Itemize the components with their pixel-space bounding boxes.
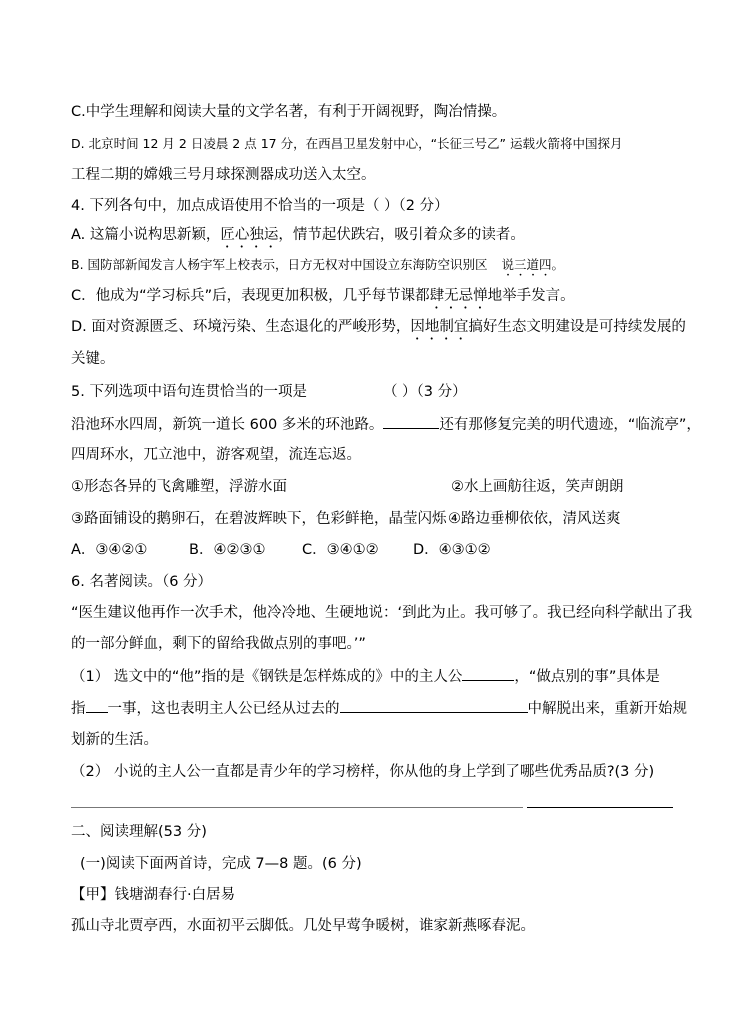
- section2-part1: (一)阅读下面两首诗，完成 7—8 题。(6 分): [80, 856, 362, 872]
- q6-sub1-text-a: （1） 选文中的“他”指的是《钢铁是怎样炼成的》中的主人公: [71, 669, 463, 685]
- q4-c-idiom: 肆无忌惮: [429, 288, 488, 304]
- q6-stem: 6. 名著阅读。（6 分）: [71, 574, 213, 590]
- q4-option-a: [71, 225, 525, 251]
- q3-option-d-line1: D. 北京时间 12 月 2 日凌晨 2 点 17 分，在西昌卫星发射中心，“长征三号乙” 运载火箭将中国探月: [71, 136, 623, 151]
- q5-blank: [383, 414, 439, 429]
- q4-a-idiom: 匠心独运: [220, 227, 279, 243]
- q5-item-1: ①形态各异的飞禽雕塑，浮游水面: [71, 479, 287, 495]
- q6-quote-line1: “医生建议他再作一次手术，他冷冷地、生硬地说：‘到此为止。我可够了。我已经向科学献出了我: [71, 605, 693, 621]
- q6-sub1-line3: 划新的生活。: [71, 732, 158, 748]
- q5-item-3: ③路面铺设的鹅卵石，在碧波辉映下，色彩鲜艳，晶莹闪烁: [71, 511, 447, 527]
- q5-choice-d: D．④③①②: [413, 542, 491, 558]
- q4-option-d-line2: 关键。: [71, 351, 115, 367]
- q6-sub1-line2: [71, 698, 687, 719]
- q4-option-b: [71, 255, 564, 279]
- q5-stem-score: （ ）（3 分）: [382, 384, 467, 400]
- q5-choice-c: C．③④①②: [302, 542, 379, 558]
- q5-passage: [71, 414, 701, 435]
- q4-stem: 4. 下列各句中，加点成语使用不恰当的一项是（ ）（2 分）: [71, 198, 449, 214]
- q6-blank-event: [86, 698, 108, 713]
- q5-choice-b: B．④②③①: [189, 542, 266, 558]
- q5-item-4: ④路边垂柳依依，清风送爽: [448, 511, 621, 527]
- q4-c-text: C．他成为“学习标兵”后，表现更加积极，几乎每节课都: [71, 288, 430, 304]
- q5-passage-b: 还有那修复完美的明代遗迹，“临流亭”，: [439, 417, 701, 433]
- q5-stem-text: 5. 下列选项中语句连贯恰当的一项是: [71, 384, 307, 400]
- q6-sub1-text-d: 一事，这也表明主人公已经从过去的: [107, 701, 340, 717]
- q4-a-text-end: ，情节起伏跌宕，吸引着众多的读者。: [278, 227, 525, 243]
- q6-blank-past: [340, 698, 528, 713]
- q4-b-text: B. 国防部新闻发言人杨宇军上校表示，日方无权对中国设立东海防空识别区: [71, 257, 488, 272]
- q5-choices: [71, 540, 491, 560]
- q5-passage-line2: 四周环水，兀立池中，游客观望，流连忘返。: [71, 447, 361, 463]
- section2-title: 二、阅读理解(53 分): [71, 824, 207, 840]
- q6-blank-protagonist: [462, 666, 514, 681]
- q4-d-text-end: 搞好生态文明建设是可持续发展的: [468, 319, 686, 335]
- q6-sub1-text-c: 指: [71, 701, 86, 717]
- q4-b-idiom: 说三道四: [501, 257, 552, 272]
- poem-line: 孤山寺北贾亭西，水面初平云脚低。几处早莺争暖树，谁家新燕啄春泥。: [71, 918, 535, 934]
- q6-sub1-text-e: 中解脱出来，重新开始规: [527, 701, 687, 717]
- q4-d-text: D. 面对资源匮乏、环境污染、生态退化的严峻形势，: [71, 319, 411, 335]
- poem-title: 【甲】钱塘湖春行·白居易: [71, 887, 236, 903]
- q3-option-d-line2: 工程二期的嫦娥三号月球探测器成功送入太空。: [71, 167, 376, 183]
- q6-quote-line2: 的一部分鲜血，剩下的留给我做点别的事吧。’”: [71, 636, 366, 652]
- q5-passage-a: 沿池环水四周，新筑一道长 600 多米的环池路。: [71, 417, 384, 433]
- answer-line: [527, 807, 673, 808]
- q6-sub2: （2） 小说的主人公一直都是青少年的学习榜样，你从他的身上学到了哪些优秀品质?(3 分): [71, 764, 655, 780]
- q6-sub1-text-b: ，“做点别的事”具体是: [514, 669, 660, 685]
- q4-d-idiom: 因地制宜: [410, 319, 469, 335]
- q4-option-c: [71, 286, 575, 312]
- q6-sub1-line1: [71, 666, 660, 687]
- q4-c-text-end: 地举手发言。: [487, 288, 575, 304]
- q4-b-text-end: 。: [551, 257, 565, 272]
- q4-option-d: [71, 317, 686, 343]
- q5-stem: [71, 382, 467, 402]
- q3-option-c: C.中学生理解和阅读大量的文学名著，有利于开阔视野，陶冶情操。: [71, 104, 507, 120]
- q4-a-text: A. 这篇小说构思新颖，: [71, 227, 221, 243]
- divider-line: [71, 807, 523, 808]
- q5-item-2: ②水上画舫往返，笑声朗朗: [451, 479, 624, 495]
- q5-choice-a: A．③④②①: [71, 542, 148, 558]
